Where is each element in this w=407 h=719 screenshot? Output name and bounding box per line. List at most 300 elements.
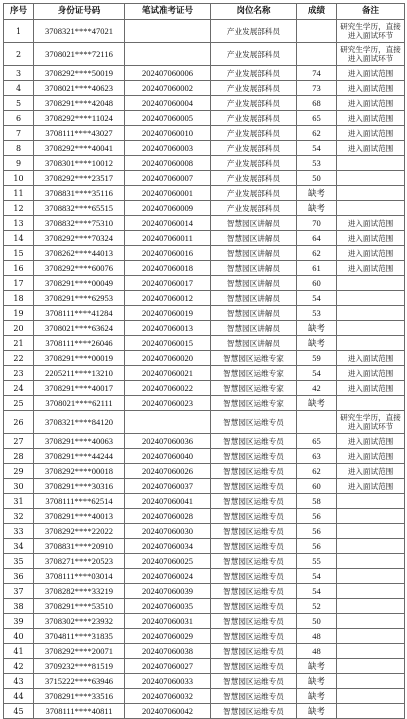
score: 74 [297,66,337,81]
remark [337,569,405,584]
table-row [4,704,405,719]
row-index: 44 [4,689,34,704]
exam-number: 202407060002 [125,81,211,96]
row-index: 41 [4,644,34,659]
exam-number: 202407060022 [125,381,211,396]
remark [337,509,405,524]
remark [337,539,405,554]
id-number: 3704811****31835 [34,629,125,644]
table-body [4,20,405,719]
score: 50 [297,614,337,629]
id-number: 3708291****00019 [34,351,125,366]
remark [337,674,405,689]
exam-number: 202407060020 [125,351,211,366]
table-row [4,479,405,494]
position-name: 产业发展部科员 [211,186,297,201]
remark: 进入面试范围 [337,351,405,366]
id-number: 3708292****60076 [34,261,125,276]
score [297,411,337,434]
score: 62 [297,246,337,261]
exam-number: 202407060042 [125,704,211,719]
position-name: 智慧园区讲解员 [211,261,297,276]
row-index: 35 [4,554,34,569]
remark: 研究生学历，直接进入面试环节 [337,20,405,43]
row-index: 26 [4,411,34,434]
score: 52 [297,599,337,614]
id-number: 3708291****33516 [34,689,125,704]
table-row [4,321,405,336]
id-number: 3715222****63946 [34,674,125,689]
id-number: 3708111****41284 [34,306,125,321]
table-row [4,449,405,464]
table-row [4,201,405,216]
table-row [4,381,405,396]
id-number: 3708021****40623 [34,81,125,96]
exam-number: 202407060004 [125,96,211,111]
position-name: 智慧园区运维专员 [211,584,297,599]
position-name: 智慧园区运维专员 [211,599,297,614]
remark [337,306,405,321]
exam-number: 202407060031 [125,614,211,629]
row-index: 45 [4,704,34,719]
header-index: 序号 [4,4,34,20]
table-row [4,246,405,261]
table-row [4,276,405,291]
exam-number: 202407060015 [125,336,211,351]
table-row [4,366,405,381]
position-name: 产业发展部科员 [211,201,297,216]
row-index: 40 [4,629,34,644]
position-name: 智慧园区讲解员 [211,291,297,306]
id-number: 3708021****62111 [34,396,125,411]
score: 61 [297,261,337,276]
position-name: 智慧园区运维专员 [211,614,297,629]
row-index: 2 [4,43,34,66]
remark [337,644,405,659]
header-row [4,4,405,20]
remark [337,321,405,336]
position-name: 智慧园区运维专员 [211,479,297,494]
position-name: 智慧园区讲解员 [211,216,297,231]
table-row [4,111,405,126]
table-row [4,411,405,434]
position-name: 智慧园区运维专员 [211,569,297,584]
score: 68 [297,96,337,111]
row-index: 34 [4,539,34,554]
exam-number: 202407060030 [125,524,211,539]
row-index: 39 [4,614,34,629]
exam-number [125,20,211,43]
table-row [4,629,405,644]
id-number: 3708271****20523 [34,554,125,569]
table-row [4,306,405,321]
position-name: 智慧园区运维专员 [211,554,297,569]
table-row [4,584,405,599]
score: 73 [297,81,337,96]
remark: 进入面试范围 [337,449,405,464]
header-score: 成绩 [297,4,337,20]
table-row [4,291,405,306]
exam-number: 202407060036 [125,434,211,449]
position-name: 智慧园区运维专员 [211,494,297,509]
exam-number: 202407060025 [125,554,211,569]
position-name: 智慧园区讲解员 [211,336,297,351]
row-index: 38 [4,599,34,614]
remark [337,171,405,186]
id-number: 3708292****40041 [34,141,125,156]
remark: 进入面试范围 [337,216,405,231]
id-number: 3708291****53510 [34,599,125,614]
row-index: 8 [4,141,34,156]
table-row [4,126,405,141]
remark [337,291,405,306]
row-index: 15 [4,246,34,261]
row-index: 36 [4,569,34,584]
id-number: 3708292****70324 [34,231,125,246]
row-index: 1 [4,20,34,43]
score: 54 [297,291,337,306]
row-index: 3 [4,66,34,81]
row-index: 5 [4,96,34,111]
exam-number: 202407060014 [125,216,211,231]
remark [337,554,405,569]
score: 56 [297,509,337,524]
remark: 进入面试范围 [337,111,405,126]
exam-number: 202407060038 [125,644,211,659]
id-number: 3708292****00018 [34,464,125,479]
score: 60 [297,479,337,494]
id-number: 3708292****22022 [34,524,125,539]
table-row [4,336,405,351]
exam-number: 202407060032 [125,689,211,704]
id-number: 3708282****33219 [34,584,125,599]
id-number: 3708291****62953 [34,291,125,306]
id-number: 3708291****40017 [34,381,125,396]
remark: 进入面试范围 [337,66,405,81]
position-name: 智慧园区运维专员 [211,539,297,554]
row-index: 18 [4,291,34,306]
id-number: 3709232****81519 [34,659,125,674]
row-index: 10 [4,171,34,186]
table-row [4,599,405,614]
row-index: 6 [4,111,34,126]
results-table [3,3,405,719]
row-index: 23 [4,366,34,381]
exam-number: 202407060021 [125,366,211,381]
id-number: 3708111****43027 [34,126,125,141]
id-number: 3708321****47021 [34,20,125,43]
row-index: 27 [4,434,34,449]
id-number: 3708301****10012 [34,156,125,171]
remark [337,704,405,719]
id-number: 3708262****44013 [34,246,125,261]
row-index: 20 [4,321,34,336]
row-index: 17 [4,276,34,291]
position-name: 产业发展部科员 [211,20,297,43]
table-row [4,186,405,201]
remark: 进入面试范围 [337,231,405,246]
position-name: 产业发展部科员 [211,43,297,66]
score: 56 [297,539,337,554]
exam-number: 202407060006 [125,66,211,81]
score: 63 [297,449,337,464]
score: 42 [297,381,337,396]
remark: 进入面试范围 [337,126,405,141]
remark: 进入面试范围 [337,96,405,111]
remark [337,494,405,509]
position-name: 产业发展部科员 [211,171,297,186]
position-name: 智慧园区运维专家 [211,381,297,396]
row-index: 28 [4,449,34,464]
table-row [4,43,405,66]
position-name: 智慧园区运维专员 [211,411,297,434]
results-sheet [3,3,404,719]
score: 缺考 [297,186,337,201]
position-name: 智慧园区运维专员 [211,704,297,719]
remark: 进入面试范围 [337,81,405,96]
position-name: 智慧园区运维专员 [211,524,297,539]
position-name: 智慧园区运维专员 [211,659,297,674]
remark: 进入面试范围 [337,246,405,261]
exam-number: 202407060026 [125,464,211,479]
exam-number: 202407060005 [125,111,211,126]
id-number: 3708291****40063 [34,434,125,449]
score [297,43,337,66]
id-number: 3708302****23932 [34,614,125,629]
row-index: 9 [4,156,34,171]
remark [337,156,405,171]
score: 缺考 [297,396,337,411]
table-row [4,674,405,689]
score: 48 [297,644,337,659]
id-number: 3708111****26046 [34,336,125,351]
remark [337,599,405,614]
score: 54 [297,141,337,156]
score: 55 [297,554,337,569]
exam-number: 202407060019 [125,306,211,321]
exam-number [125,411,211,434]
id-number: 3708832****75310 [34,216,125,231]
score: 缺考 [297,689,337,704]
table-row [4,644,405,659]
remark: 进入面试范围 [337,464,405,479]
score: 64 [297,231,337,246]
table-row [4,20,405,43]
score: 缺考 [297,321,337,336]
row-index: 19 [4,306,34,321]
header-exam-number: 笔试准考证号 [125,4,211,20]
remark: 研究生学历，直接进入面试环节 [337,43,405,66]
table-row [4,614,405,629]
score: 58 [297,494,337,509]
remark: 进入面试范围 [337,434,405,449]
table-row [4,539,405,554]
id-number: 3708021****72116 [34,43,125,66]
table-row [4,66,405,81]
row-index: 12 [4,201,34,216]
id-number: 3708831****20910 [34,539,125,554]
remark [337,336,405,351]
row-index: 16 [4,261,34,276]
table-row [4,96,405,111]
score: 缺考 [297,201,337,216]
id-number: 3708292****11024 [34,111,125,126]
table-row [4,141,405,156]
exam-number: 202407060029 [125,629,211,644]
score: 54 [297,569,337,584]
row-index: 33 [4,524,34,539]
score: 59 [297,351,337,366]
exam-number: 202407060017 [125,276,211,291]
exam-number: 202407060024 [125,569,211,584]
row-index: 25 [4,396,34,411]
exam-number: 202407060023 [125,396,211,411]
remark [337,396,405,411]
remark: 进入面试范围 [337,141,405,156]
row-index: 42 [4,659,34,674]
id-number: 3708291****42048 [34,96,125,111]
exam-number: 202407060010 [125,126,211,141]
position-name: 产业发展部科员 [211,141,297,156]
position-name: 智慧园区运维专家 [211,351,297,366]
remark [337,201,405,216]
exam-number: 202407060027 [125,659,211,674]
row-index: 31 [4,494,34,509]
position-name: 智慧园区运维专家 [211,366,297,381]
table-row [4,494,405,509]
score: 65 [297,434,337,449]
row-index: 32 [4,509,34,524]
table-row [4,554,405,569]
row-index: 37 [4,584,34,599]
position-name: 智慧园区讲解员 [211,231,297,246]
exam-number: 202407060016 [125,246,211,261]
exam-number: 202407060003 [125,141,211,156]
exam-number: 202407060035 [125,599,211,614]
score: 70 [297,216,337,231]
exam-number: 202407060034 [125,539,211,554]
position-name: 智慧园区运维专员 [211,629,297,644]
table-row [4,216,405,231]
position-name: 智慧园区运维专员 [211,644,297,659]
table-row [4,231,405,246]
exam-number: 202407060039 [125,584,211,599]
score: 54 [297,366,337,381]
position-name: 智慧园区讲解员 [211,276,297,291]
score: 62 [297,126,337,141]
table-row [4,81,405,96]
exam-number: 202407060013 [125,321,211,336]
table-row [4,156,405,171]
score: 50 [297,171,337,186]
exam-number: 202407060033 [125,674,211,689]
exam-number [125,43,211,66]
row-index: 11 [4,186,34,201]
position-name: 智慧园区讲解员 [211,246,297,261]
exam-number: 202407060028 [125,509,211,524]
id-number: 3708291****30316 [34,479,125,494]
score: 缺考 [297,704,337,719]
table-row [4,569,405,584]
score: 48 [297,629,337,644]
score: 54 [297,584,337,599]
score: 62 [297,464,337,479]
id-number: 3708292****50019 [34,66,125,81]
table-row [4,351,405,366]
position-name: 产业发展部科员 [211,81,297,96]
id-number: 3708292****20071 [34,644,125,659]
table-row [4,509,405,524]
position-name: 智慧园区运维专员 [211,449,297,464]
position-name: 智慧园区运维专员 [211,434,297,449]
remark: 研究生学历，直接进入面试环节 [337,411,405,434]
remark [337,186,405,201]
header-id-number: 身份证号码 [34,4,125,20]
id-number: 3708321****84120 [34,411,125,434]
position-name: 智慧园区运维专员 [211,674,297,689]
table-row [4,434,405,449]
position-name: 智慧园区运维专家 [211,396,297,411]
header-position: 岗位名称 [211,4,297,20]
score: 缺考 [297,674,337,689]
position-name: 智慧园区讲解员 [211,306,297,321]
exam-number: 202407060008 [125,156,211,171]
remark: 进入面试范围 [337,261,405,276]
row-index: 14 [4,231,34,246]
id-number: 3708292****23517 [34,171,125,186]
table-row [4,659,405,674]
position-name: 智慧园区运维专员 [211,689,297,704]
table-row [4,396,405,411]
row-index: 43 [4,674,34,689]
row-index: 29 [4,464,34,479]
id-number: 3708291****44244 [34,449,125,464]
exam-number: 202407060009 [125,201,211,216]
remark: 进入面试范围 [337,366,405,381]
position-name: 产业发展部科员 [211,66,297,81]
exam-number: 202407060001 [125,186,211,201]
remark [337,629,405,644]
table-row [4,261,405,276]
remark [337,584,405,599]
exam-number: 202407060011 [125,231,211,246]
row-index: 13 [4,216,34,231]
id-number: 3708111****62514 [34,494,125,509]
position-name: 产业发展部科员 [211,156,297,171]
remark [337,524,405,539]
score: 缺考 [297,659,337,674]
score: 53 [297,306,337,321]
score: 56 [297,524,337,539]
score [297,20,337,43]
remark [337,614,405,629]
table-row [4,464,405,479]
exam-number: 202407060037 [125,479,211,494]
id-number: 3708291****00049 [34,276,125,291]
row-index: 7 [4,126,34,141]
id-number: 3708111****40811 [34,704,125,719]
score: 60 [297,276,337,291]
score: 65 [297,111,337,126]
row-index: 21 [4,336,34,351]
row-index: 30 [4,479,34,494]
row-index: 24 [4,381,34,396]
remark [337,659,405,674]
exam-number: 202407060041 [125,494,211,509]
remark: 进入面试范围 [337,479,405,494]
exam-number: 202407060018 [125,261,211,276]
id-number: 3708021****63624 [34,321,125,336]
